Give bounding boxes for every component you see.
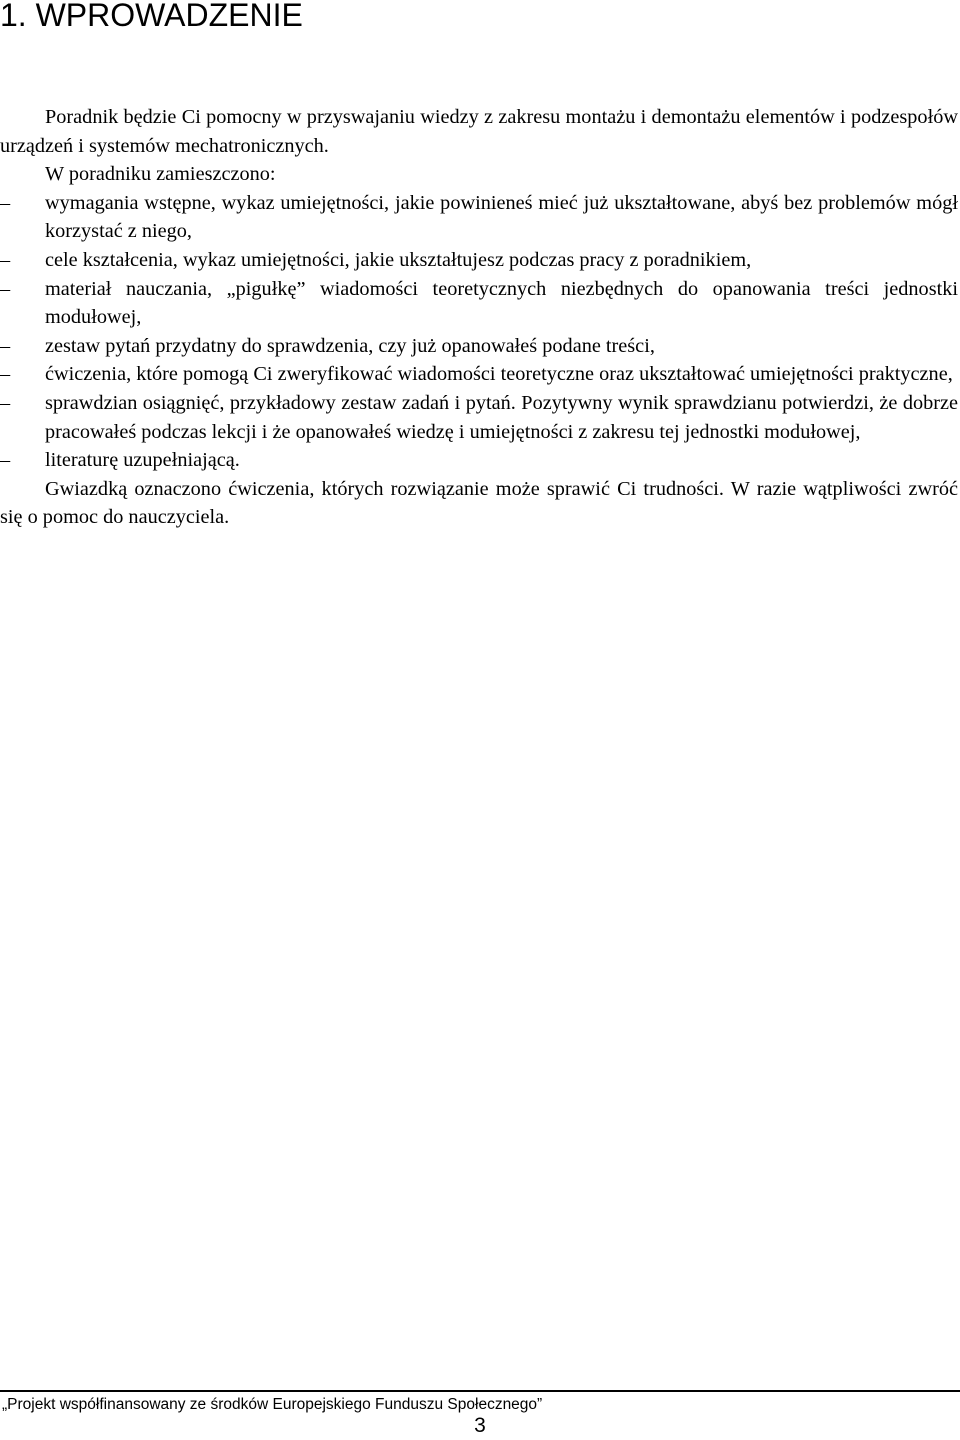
list-item: – literaturę uzupełniającą. xyxy=(0,446,958,475)
section-title: 1. WPROWADZENIE xyxy=(0,0,303,33)
page-number: 3 xyxy=(474,1414,486,1437)
list-item: – wymagania wstępne, wykaz umiejętności, jakie powinieneś mieć już ukształtowane, abyś bez problemów mógł korzystać z niego, xyxy=(0,189,958,246)
dash-bullet: – xyxy=(0,248,11,271)
dash-bullet: – xyxy=(0,391,11,414)
list-item: – materiał nauczania, „pigułkę” wiadomości teoretycznych niezbędnych do opanowania treści jednostki modułowej, xyxy=(0,275,958,332)
footer-divider xyxy=(0,1390,960,1392)
list-item: – zestaw pytań przydatny do sprawdzenia, czy już opanowałeś podane treści, xyxy=(0,332,958,361)
closing-paragraph: Gwiazdką oznaczono ćwiczenia, których rozwiązanie może sprawić Ci trudności. W razie wątpliwości zwróć się o pomoc do nauczyciela. xyxy=(0,477,958,529)
list-item: – ćwiczenia, które pomogą Ci zweryfikować wiadomości teoretyczne oraz ukształtować umiejętności praktyczne, xyxy=(0,360,958,389)
dash-bullet: – xyxy=(0,334,11,357)
list-item: – cele kształcenia, wykaz umiejętności, jakie ukształtujesz podczas pracy z poradnikiem, xyxy=(0,246,958,275)
list-item: – sprawdzian osiągnięć, przykładowy zestaw zadań i pytań. Pozytywny wynik sprawdzianu potwierdzi, że dobrze pracowałeś podczas lekcji i że opanowałeś wiedzę i umiejętności z zakresu tej jednostki modułowej, xyxy=(0,389,958,446)
intro-paragraph: Poradnik będzie Ci pomocny w przyswajaniu wiedzy z zakresu montażu i demontażu elementów i podzespołów urządzeń i systemów mechatronicznych. xyxy=(0,106,958,157)
list-intro: W poradniku zamieszczono: xyxy=(45,163,276,186)
dash-bullet: – xyxy=(0,191,11,214)
footer-text: „Projekt współfinansowany ze środków Europejskiego Funduszu Społecznego” xyxy=(2,1396,543,1413)
contents-list xyxy=(0,189,958,475)
document-body xyxy=(0,103,958,532)
dash-bullet: – xyxy=(0,449,11,472)
dash-bullet: – xyxy=(0,277,11,300)
dash-bullet: – xyxy=(0,363,11,386)
